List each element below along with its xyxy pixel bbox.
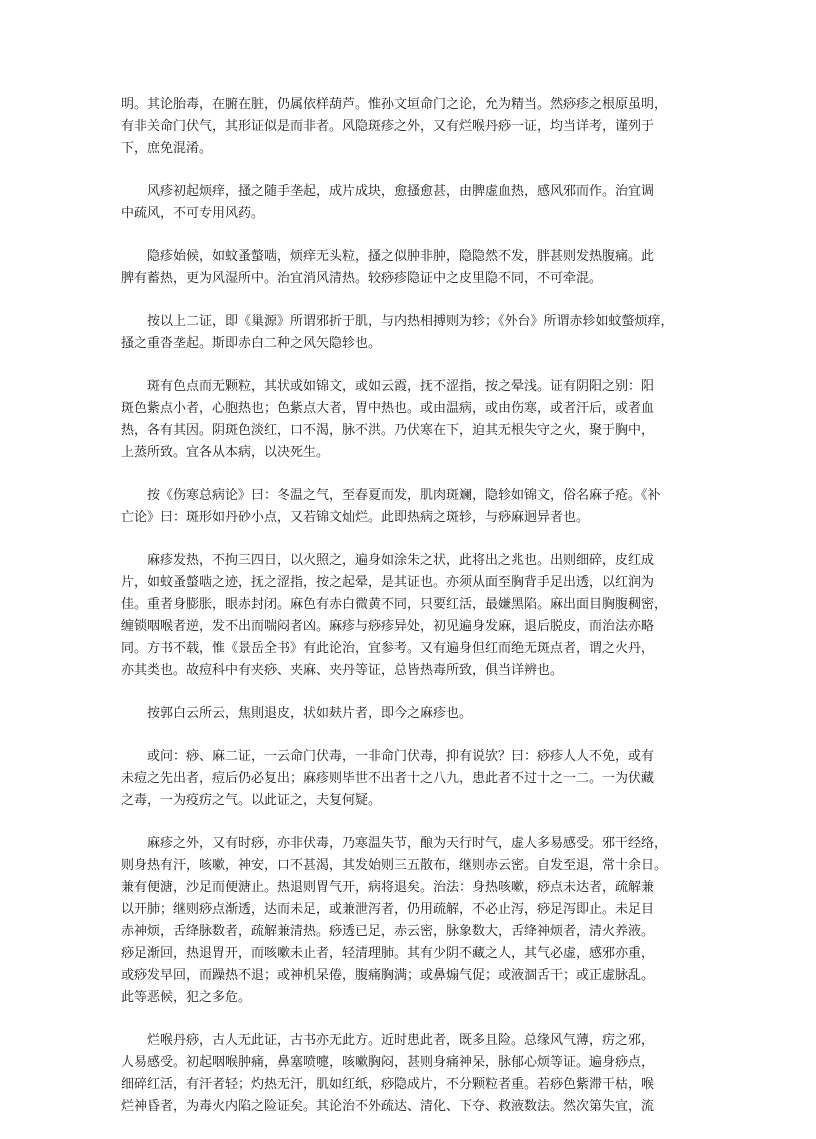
text-line: 有非关命门伏气，其形证似是而非者。风隐斑疹之外，又有烂喉丹痧一证，均当详考，谨列于 — [121, 119, 655, 134]
text-line: 赤神烦，舌绛脉数者，疏解兼清热。痧透已足，赤云密，脉象数大，舌绛神烦者，清火养液。 — [121, 924, 655, 939]
paragraph — [121, 311, 697, 355]
text-line: 按《伤寒总病论》曰：冬温之气，至春夏而发，肌肉斑斓，隐轸如锦文，俗名麻子疮。《补 — [147, 488, 661, 503]
text-line: 缠锁咽喉者逆，发不出而喘闷者凶。麻疹与痧疹异处，初见遍身发麻，退后脱皮，而治法亦略 — [121, 619, 655, 634]
text-line: 则身热有汗，咳嗽，神安，口不甚渴，其发始则三五散布，继则赤云密。自发至退，常十余日。 — [121, 858, 668, 873]
text-line: 佳。重者身膨胀，眼赤封闭。麻色有赤白微黄不同，只要红活，最嫌黑陷。麻出面目胸腹稠密， — [121, 597, 668, 612]
text-line: 兼有便溏，沙足而便溏止。热退则胃气开，病将退矣。治法：身热咳嗽，痧点未达者，疏解兼 — [121, 880, 655, 895]
text-line: 之毒，一为疫疠之气。以此证之，夫复何疑。 — [121, 793, 382, 808]
text-line: 片，如蚊蚤螫啮之迹，抚之涩指，按之起晕，是其证也。亦须从面至胸背手足出透，以红润为 — [121, 575, 655, 590]
text-line: 烂喉丹痧，古人无此证，古书亦无此方。近时患此者，既多且险。总缘风气薄，疠之邪， — [147, 1033, 655, 1048]
text-line: 中疏风，不可专用风药。 — [121, 206, 265, 221]
text-line: 斑色紫点小者，心胞热也；色紫点大者，胃中热也。或由温病，或由伤寒，或者汗后，或者血 — [121, 401, 655, 416]
text-line: 麻疹发热，不拘三四日，以火照之，遍身如涂朱之状，此将出之兆也。出则细碎，皮红成 — [147, 553, 655, 568]
document-body — [121, 94, 697, 1139]
text-line: 或问：痧、麻二证，一云命门伏毒，一非命门伏毒，抑有说欤？曰：痧疹人人不免，或有 — [147, 749, 655, 764]
text-line: 亡论》曰：斑形如丹砂小点，又若锦文灿烂。此即热病之斑轸，与痧麻迥异者也。 — [121, 510, 590, 525]
paragraph — [121, 94, 697, 160]
text-line: 人易感受。初起咽喉肿痛，鼻塞喷嚏，咳嗽胸闷，甚则身痛神呆，脉郁心烦等证。遍身痧点， — [121, 1055, 655, 1070]
paragraph — [121, 703, 697, 725]
text-line: 上蒸所致。宜各从本病，以决死生。 — [121, 445, 330, 460]
text-line: 细碎红活，有汗者轻；灼热无汗，肌如红纸，痧隐成片，不分颗粒者重。若痧色紫滞干枯，喉 — [121, 1077, 655, 1092]
paragraph — [121, 485, 697, 529]
text-line: 亦其类也。故痘科中有夹痧、夹麻、夹丹等证，总皆热毒所致，俱当详辨也。 — [121, 663, 564, 678]
text-line: 此等恶候，犯之多危。 — [121, 990, 252, 1005]
text-line: 隐疹始候，如蚊蚤螫啮，烦痒无头粒，搔之似肿非肿，隐隐然不发，胖甚则发热腹痛。此 — [147, 249, 655, 264]
text-line: 斑有色点而无颗粒，其状或如锦文，或如云霞，抚不涩指，按之晕浅。证有阴阳之别：阳 — [147, 379, 655, 394]
paragraph — [121, 746, 697, 812]
paragraph — [121, 550, 697, 682]
text-line: 脾有蓄热，更为风湿所中。治宜消风清热。较痧疹隐证中之皮里隐不同，不可牵混。 — [121, 271, 603, 286]
text-line: 热，各有其因。阴斑色淡红，口不渴，脉不洪。乃伏寒在下，迫其无根失守之火，聚于胸中， — [121, 423, 655, 438]
text-line: 痧足渐回，热退胃开，而咳嗽未止者，轻清理肺。其有少阴不藏之人，其气必虚，感邪亦重， — [121, 946, 655, 961]
paragraph — [121, 376, 697, 464]
text-line: 按以上二证，即《巢源》所谓邪折于肌，与内热相搏则为轸；《外台》所谓赤轸如蚊螫烦痒， — [147, 314, 674, 329]
paragraph — [121, 1030, 697, 1118]
text-line: 未痘之先出者，痘后仍必复出；麻疹则毕世不出者十之八九，患此者不过十之一二。一为伏藏 — [121, 771, 655, 786]
text-line: 风疹初起烦痒，搔之随手垄起，成片成块，愈搔愈甚，由脾虚血热，感风邪而作。治宜调 — [147, 184, 655, 199]
text-line: 或痧发早回，而躁热不退；或神机呆倦，腹痛胸满；或鼻煽气促；或液涸舌干；或正虚脉乱。 — [121, 968, 655, 983]
paragraph — [121, 833, 697, 1009]
text-line: 明。其论胎毒，在腑在脏，仍属依样葫芦。惟孙文垣命门之论，允为精当。然痧疹之根原虽明， — [121, 97, 668, 112]
text-line: 麻疹之外，又有时痧，亦非伏毒，乃寒温失节，酿为天行时气，虚人多易感受。邪干经络， — [147, 836, 668, 851]
paragraph — [121, 246, 697, 290]
text-line: 下，庶免混淆。 — [121, 141, 213, 156]
text-line: 烂神昏者，为毒火内陷之险证矣。其论治不外疏达、清化、下夺、救液数法。然次第失宜，流 — [121, 1099, 655, 1114]
text-line: 按郭白云所云，焦則退皮，状如麸片者，即今之麻疹也。 — [147, 706, 473, 721]
text-line: 搔之重沓垄起。斯即赤白二种之风矢隐轸也。 — [121, 336, 382, 351]
text-line: 同。方书不载，惟《景岳全书》有此论治，宜参考。又有遍身但红而绝无斑点者，谓之火丹， — [121, 641, 655, 656]
paragraph — [121, 181, 697, 225]
text-line: 以开肺；继则痧点渐透，达而未足，或兼泄泻者，仍用疏解，不必止泻，痧足泻即止。未足目 — [121, 902, 655, 917]
